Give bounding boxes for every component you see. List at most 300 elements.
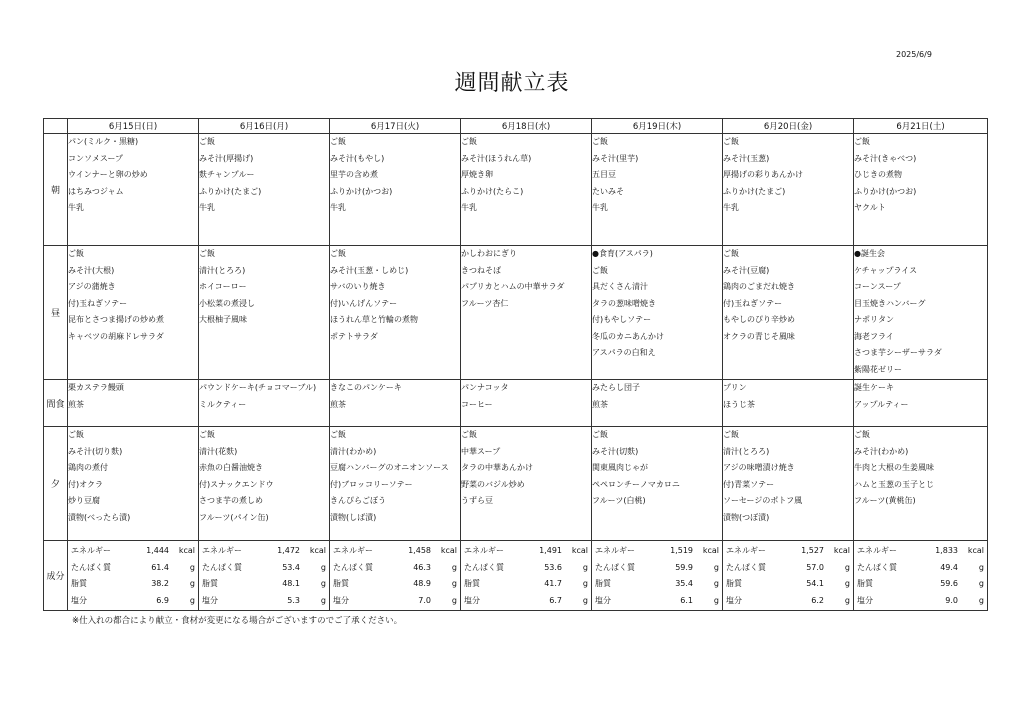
menu-item: ハムと玉葱の玉子とじ — [854, 479, 934, 489]
nutrient-value: 48.1 — [282, 579, 300, 588]
nutrient-name: 塩分 — [857, 595, 873, 605]
nutrient-line — [854, 543, 987, 560]
nutrient-unit: g — [189, 579, 195, 588]
nutrient-name: 脂質 — [71, 579, 87, 588]
page-title: 週間献立表 — [454, 71, 570, 96]
menu-item: 牛乳 — [68, 203, 84, 212]
snack-row — [44, 380, 988, 427]
nutrient-value: 6.7 — [549, 595, 562, 605]
menu-item: ほうじ茶 — [723, 399, 755, 409]
menu-item: 麩チャンプルー — [199, 170, 255, 179]
menu-item: ご飯 — [68, 249, 84, 258]
nutrient-value: 6.9 — [156, 595, 169, 605]
dinner-menu-cell — [461, 427, 592, 541]
menu-item: 昆布とさつま揚げの炒め煮 — [68, 315, 164, 324]
menu-item: ホイコーロー — [199, 282, 247, 291]
nutrient-line — [461, 593, 591, 610]
menu-item: はちみつジャム — [68, 186, 124, 196]
menu-item: 中華スープ — [461, 446, 501, 456]
menu-item: コーンスープ — [854, 282, 901, 291]
day-header: 6月18日(水) — [461, 119, 592, 134]
nutrient-value: 57.0 — [806, 562, 824, 572]
nutrient-line — [461, 543, 591, 560]
nutrient-unit: g — [844, 579, 850, 588]
nutrient-line — [330, 593, 460, 610]
nutrient-unit: kcal — [702, 546, 719, 555]
nutrient-value: 5.3 — [287, 595, 300, 605]
nutrient-value: 7.0 — [418, 595, 431, 605]
menu-item: 付)青菜ソテー — [723, 479, 775, 489]
meal-label-lunch: 昼 — [44, 246, 68, 380]
menu-item: 五目豆 — [592, 170, 616, 179]
nutrient-value: 9.0 — [945, 595, 958, 605]
menu-item: ひじきの煮物 — [854, 170, 902, 179]
lunch-menu-cell — [68, 246, 199, 380]
dinner-row — [44, 427, 988, 541]
menu-item: ペペロンチーノマカロニ — [592, 479, 680, 489]
dinner-menu-cell — [199, 427, 330, 541]
menu-item: 付)玉ねぎソテー — [723, 298, 783, 308]
nutrient-name: たんぱく質 — [333, 562, 373, 572]
nutrient-unit: g — [978, 595, 984, 605]
nutrient-value: 6.1 — [680, 595, 693, 605]
menu-item: 清汁(わかめ) — [330, 446, 377, 456]
menu-item: みそ汁(切麩) — [592, 446, 639, 456]
nutrient-value: 1,519 — [670, 546, 693, 555]
day-header: 6月15日(日) — [68, 119, 199, 134]
menu-item: ご飯 — [199, 137, 215, 146]
day-header: 6月20日(金) — [723, 119, 854, 134]
menu-item: タラの中華あんかけ — [461, 463, 533, 472]
menu-item: フルーツ(パイン缶) — [199, 512, 269, 522]
menu-item: 牛乳 — [723, 203, 739, 212]
menu-item: ご飯 — [461, 430, 477, 439]
nutrient-name: たんぱく質 — [464, 562, 504, 572]
menu-item: 野菜のバジル炒め — [461, 479, 525, 489]
menu-item: 付)オクラ — [68, 479, 103, 489]
menu-item: みそ汁(玉葱・しめじ) — [330, 265, 409, 275]
menu-item: プリン — [723, 383, 747, 392]
nutrient-line — [330, 576, 460, 593]
breakfast-menu-cell — [461, 134, 592, 246]
day-header-row — [44, 119, 988, 134]
menu-item: 厚揚げの彩りあんかけ — [723, 170, 803, 179]
menu-item: 牛乳 — [199, 203, 215, 212]
menu-item: みそ汁(豆腐) — [723, 265, 770, 275]
lunch-menu-cell — [723, 246, 854, 380]
menu-item: ご飯 — [199, 249, 215, 258]
menu-item: アジの蒲焼き — [68, 282, 116, 291]
menu-item: ●食育(アスパラ) — [592, 249, 653, 258]
nutrient-unit: kcal — [440, 546, 457, 555]
nutrient-name: たんぱく質 — [71, 562, 111, 572]
nutrient-value: 54.1 — [806, 579, 824, 588]
lunch-menu-cell — [592, 246, 723, 380]
nutrient-line — [199, 593, 329, 610]
menu-item: ●誕生会 — [854, 249, 885, 258]
nutrient-name: エネルギー — [595, 546, 635, 555]
menu-item: アジの味噌漬け焼き — [723, 463, 795, 472]
menu-item: 大根柚子風味 — [199, 315, 247, 324]
menu-item: サバのいり焼き — [330, 282, 386, 291]
menu-item: 付)玉ねぎソテー — [68, 298, 128, 308]
menu-item: パプリカとハムの中華サラダ — [461, 282, 565, 291]
menu-item: ウインナーと卵の炒め — [68, 170, 148, 179]
menu-item: アップルティー — [854, 399, 909, 409]
menu-item: 牛肉と大根の生姜風味 — [854, 463, 934, 472]
menu-item: ふりかけ(たまご) — [723, 186, 786, 196]
lunch-menu-cell — [461, 246, 592, 380]
menu-item: 清汁(とろろ) — [723, 446, 770, 456]
nutrient-unit: g — [189, 562, 195, 572]
nutrient-line — [330, 560, 460, 577]
menu-item: 付)スナックエンドウ — [199, 479, 274, 489]
menu-item: たいみそ — [592, 186, 624, 196]
menu-item: みそ汁(きゃべつ) — [854, 153, 917, 163]
day-header: 6月16日(月) — [199, 119, 330, 134]
menu-item: 具だくさん清汁 — [592, 282, 648, 291]
menu-item: 付)もやしソテー — [592, 315, 652, 324]
nutrient-line — [592, 576, 722, 593]
nutrient-line — [854, 560, 987, 577]
snack-menu-cell — [461, 380, 592, 427]
nutrient-unit: g — [451, 595, 457, 605]
menu-item: ご飯 — [723, 249, 739, 258]
nutrient-line — [68, 576, 198, 593]
menu-item: ご飯 — [330, 249, 346, 258]
menu-item: 牛乳 — [592, 203, 608, 212]
nutrient-line — [68, 560, 198, 577]
nutrient-name: 塩分 — [464, 595, 480, 605]
issue-date: 2025/6/9 — [896, 50, 932, 59]
menu-item: ご飯 — [854, 137, 870, 146]
nutrition-cell — [854, 541, 988, 611]
menu-item: 煎茶 — [330, 399, 346, 409]
nutrient-name: 脂質 — [202, 579, 218, 588]
menu-item: みそ汁(切り麩) — [68, 446, 123, 456]
nutrient-unit: kcal — [178, 546, 195, 555]
menu-item: みそ汁(わかめ) — [854, 446, 909, 456]
menu-item: うずら豆 — [461, 496, 493, 505]
nutrient-name: 脂質 — [857, 579, 873, 588]
menu-item: 鶏肉の煮付 — [68, 463, 108, 472]
nutrition-cell — [723, 541, 854, 611]
nutrition-row — [44, 541, 988, 611]
nutrient-value: 38.2 — [151, 579, 169, 588]
menu-item: 煎茶 — [592, 399, 608, 409]
menu-item: 小松菜の煮浸し — [199, 298, 255, 308]
nutrient-unit: g — [320, 579, 326, 588]
menu-item: ご飯 — [461, 137, 477, 146]
menu-item: ケチャップライス — [854, 265, 918, 275]
day-header: 6月17日(火) — [330, 119, 461, 134]
menu-item: タラの葱味噌焼き — [592, 298, 656, 308]
meal-label-nutrition: 成分 — [44, 541, 68, 611]
nutrient-value: 6.2 — [811, 595, 824, 605]
lunch-menu-cell — [199, 246, 330, 380]
nutrition-cell — [592, 541, 723, 611]
nutrient-line — [723, 560, 853, 577]
dinner-menu-cell — [723, 427, 854, 541]
nutrient-value: 41.7 — [544, 579, 562, 588]
menu-item: 里芋の含め煮 — [330, 170, 378, 179]
nutrient-unit: kcal — [833, 546, 850, 555]
menu-item: きんぴらごぼう — [330, 496, 386, 505]
nutrient-name: 塩分 — [726, 595, 742, 605]
menu-item: オクラの青じそ風味 — [723, 331, 795, 341]
nutrient-value: 1,491 — [539, 546, 562, 555]
menu-item: ご飯 — [592, 430, 608, 439]
nutrient-unit: kcal — [967, 546, 984, 555]
menu-item: ご飯 — [723, 137, 739, 146]
menu-item: 付)いんげんソテー — [330, 298, 398, 308]
nutrient-name: エネルギー — [857, 546, 897, 555]
nutrition-cell — [461, 541, 592, 611]
menu-item: 漬物(つぼ漬) — [723, 512, 770, 522]
snack-menu-cell — [592, 380, 723, 427]
menu-item: きつねそば — [461, 265, 501, 275]
nutrient-value: 46.3 — [413, 562, 431, 572]
nutrient-unit: g — [582, 562, 588, 572]
nutrient-name: エネルギー — [726, 546, 766, 555]
nutrient-value: 53.4 — [282, 562, 300, 572]
breakfast-menu-cell — [68, 134, 199, 246]
menu-item: みそ汁(ほうれん草) — [461, 153, 532, 163]
nutrient-unit: g — [844, 562, 850, 572]
nutrient-unit: g — [978, 579, 984, 588]
meal-label-breakfast: 朝 — [44, 134, 68, 246]
lunch-menu-cell — [330, 246, 461, 380]
nutrient-unit: kcal — [571, 546, 588, 555]
nutrient-unit: g — [189, 595, 195, 605]
dinner-menu-cell — [854, 427, 988, 541]
nutrient-unit: kcal — [309, 546, 326, 555]
nutrient-line — [723, 543, 853, 560]
menu-item: ふりかけ(かつお) — [330, 186, 393, 196]
nutrient-line — [461, 560, 591, 577]
menu-item: みそ汁(大根) — [68, 265, 115, 275]
nutrient-value: 35.4 — [675, 579, 693, 588]
nutrient-unit: g — [978, 562, 984, 572]
menu-item: 栗カステラ饅頭 — [68, 383, 124, 392]
menu-item: さつま芋シーザーサラダ — [854, 348, 942, 357]
menu-item: ご飯 — [854, 430, 870, 439]
menu-item: ふりかけ(たらこ) — [461, 186, 524, 196]
nutrient-line — [68, 543, 198, 560]
meal-label-dinner: 夕 — [44, 427, 68, 541]
menu-item: ご飯 — [68, 430, 84, 439]
nutrient-unit: g — [320, 595, 326, 605]
nutrient-name: たんぱく質 — [857, 562, 897, 572]
nutrient-value: 1,527 — [801, 546, 824, 555]
nutrient-line — [199, 543, 329, 560]
snack-menu-cell — [854, 380, 988, 427]
dinner-menu-cell — [68, 427, 199, 541]
nutrient-unit: g — [844, 595, 850, 605]
nutrient-name: 塩分 — [595, 595, 611, 605]
lunch-row — [44, 246, 988, 380]
menu-item: キャベツの胡麻ドレサラダ — [68, 331, 164, 341]
menu-item: 誕生ケーキ — [854, 383, 894, 392]
menu-item: ご飯 — [330, 430, 346, 439]
nutrient-name: 塩分 — [333, 595, 349, 605]
nutrient-name: 塩分 — [71, 595, 87, 605]
nutrient-line — [854, 576, 987, 593]
nutrient-line — [592, 560, 722, 577]
menu-item: 豆腐ハンバーグのオニオンソース — [330, 463, 449, 472]
lunch-menu-cell — [854, 246, 988, 380]
menu-item: 付)ブロッコリーソテー — [330, 479, 413, 489]
menu-item: 関東風肉じゃが — [592, 463, 648, 472]
menu-item: 鶏肉のごまだれ焼き — [723, 282, 795, 291]
dinner-menu-cell — [592, 427, 723, 541]
nutrient-name: たんぱく質 — [726, 562, 766, 572]
menu-item: きなこのパンケーキ — [330, 383, 402, 392]
nutrient-unit: g — [713, 579, 719, 588]
snack-menu-cell — [199, 380, 330, 427]
menu-item: みそ汁(厚揚げ) — [199, 153, 254, 163]
menu-item: ミルクティー — [199, 399, 247, 409]
menu-item: 漬物(べったら漬) — [68, 512, 131, 522]
menu-item: 牛乳 — [461, 203, 477, 212]
menu-item: みそ汁(もやし) — [330, 153, 385, 163]
menu-item: フルーツ(白桃) — [592, 496, 646, 505]
nutrient-line — [199, 576, 329, 593]
menu-item: ふりかけ(たまご) — [199, 186, 262, 196]
nutrient-unit: g — [582, 595, 588, 605]
menu-item: パウンドケーキ(チョコマーブル) — [199, 383, 317, 392]
menu-item: コンソメスープ — [68, 153, 124, 163]
menu-item: フルーツ(黄桃缶) — [854, 496, 916, 505]
menu-item: 清汁(とろろ) — [199, 265, 246, 275]
menu-item: みそ汁(里芋) — [592, 153, 639, 163]
nutrient-line — [592, 543, 722, 560]
menu-item: 煎茶 — [68, 399, 84, 409]
nutrient-value: 1,472 — [277, 546, 300, 555]
nutrient-name: 脂質 — [333, 579, 349, 588]
menu-item: ご飯 — [592, 265, 608, 275]
nutrient-line — [68, 593, 198, 610]
nutrient-line — [723, 593, 853, 610]
snack-menu-cell — [330, 380, 461, 427]
meal-label-snack: 間食 — [44, 380, 68, 427]
menu-item: フルーツ杏仁 — [461, 298, 509, 308]
nutrition-cell — [199, 541, 330, 611]
nutrient-name: 塩分 — [202, 595, 218, 605]
menu-item: 清汁(花麩) — [199, 446, 238, 456]
nutrient-line — [723, 576, 853, 593]
nutrient-value: 61.4 — [151, 562, 169, 572]
nutrient-unit: g — [713, 595, 719, 605]
nutrient-name: たんぱく質 — [202, 562, 242, 572]
menu-item: パンナコッタ — [461, 383, 509, 392]
menu-item: ほうれん草と竹輪の煮物 — [330, 315, 418, 324]
nutrient-unit: g — [451, 579, 457, 588]
nutrient-value: 53.6 — [544, 562, 562, 572]
menu-item: 紫陽花ゼリー — [854, 364, 902, 374]
menu-item: みそ汁(玉葱) — [723, 153, 770, 163]
nutrient-name: 脂質 — [595, 579, 611, 588]
menu-item: もやしのぴり辛炒め — [723, 315, 795, 324]
menu-item: 海老フライ — [854, 331, 894, 341]
nutrient-name: エネルギー — [333, 546, 373, 555]
menu-item: ご飯 — [330, 137, 346, 146]
menu-item: ヤクルト — [854, 203, 886, 212]
nutrient-name: たんぱく質 — [595, 562, 635, 572]
breakfast-menu-cell — [330, 134, 461, 246]
breakfast-menu-cell — [592, 134, 723, 246]
nutrient-line — [854, 593, 987, 610]
menu-item: 目玉焼きハンバーグ — [854, 298, 926, 308]
menu-item: 赤魚の白醤油焼き — [199, 463, 263, 472]
menu-item: 厚焼き卵 — [461, 170, 493, 179]
nutrient-unit: g — [320, 562, 326, 572]
menu-item: 漬物(しば漬) — [330, 512, 377, 522]
menu-item: ご飯 — [592, 137, 608, 146]
menu-item: アスパラの白和え — [592, 348, 656, 357]
menu-item: 冬瓜のカニあんかけ — [592, 331, 664, 341]
day-header: 6月19日(木) — [592, 119, 723, 134]
menu-item: ソーセージのポトフ風 — [723, 496, 803, 505]
nutrient-value: 49.4 — [940, 562, 958, 572]
weekly-menu-table — [43, 118, 988, 611]
menu-item: ナポリタン — [854, 315, 894, 324]
nutrient-line — [199, 560, 329, 577]
menu-item: ポテトサラダ — [330, 331, 378, 341]
menu-item: さつま芋の煮しめ — [199, 496, 263, 505]
nutrient-name: エネルギー — [464, 546, 504, 555]
nutrient-value: 48.9 — [413, 579, 431, 588]
nutrient-value: 1,833 — [935, 546, 958, 555]
day-header: 6月21日(土) — [854, 119, 988, 134]
corner-cell — [44, 119, 68, 134]
snack-menu-cell — [68, 380, 199, 427]
menu-item: 炒り豆腐 — [68, 496, 100, 505]
menu-item: ふりかけ(かつお) — [854, 186, 917, 196]
nutrient-line — [330, 543, 460, 560]
breakfast-menu-cell — [723, 134, 854, 246]
nutrient-name: 脂質 — [464, 579, 480, 588]
nutrient-unit: g — [582, 579, 588, 588]
menu-item: みたらし団子 — [592, 383, 640, 392]
menu-item: パン(ミルク・黒糖) — [68, 137, 139, 146]
snack-menu-cell — [723, 380, 854, 427]
breakfast-row — [44, 134, 988, 246]
breakfast-menu-cell — [854, 134, 988, 246]
nutrient-line — [592, 593, 722, 610]
nutrient-value: 1,444 — [146, 546, 169, 555]
nutrition-cell — [68, 541, 199, 611]
nutrient-name: 脂質 — [726, 579, 742, 588]
nutrient-value: 59.9 — [675, 562, 693, 572]
menu-item: ご飯 — [723, 430, 739, 439]
nutrient-value: 59.6 — [940, 579, 958, 588]
nutrition-cell — [330, 541, 461, 611]
menu-item: 牛乳 — [330, 203, 346, 212]
dinner-menu-cell — [330, 427, 461, 541]
menu-item: ご飯 — [199, 430, 215, 439]
nutrient-unit: g — [451, 562, 457, 572]
footnote: ※仕入れの都合により献立・食材が変更になる場合がございますのでご了承ください。 — [72, 616, 403, 626]
nutrient-unit: g — [713, 562, 719, 572]
nutrient-line — [461, 576, 591, 593]
nutrient-name: エネルギー — [71, 546, 111, 555]
nutrient-name: エネルギー — [202, 546, 242, 555]
menu-item: コーヒー — [461, 399, 493, 409]
nutrient-value: 1,458 — [408, 546, 431, 555]
breakfast-menu-cell — [199, 134, 330, 246]
menu-item: かしわおにぎり — [461, 249, 517, 258]
